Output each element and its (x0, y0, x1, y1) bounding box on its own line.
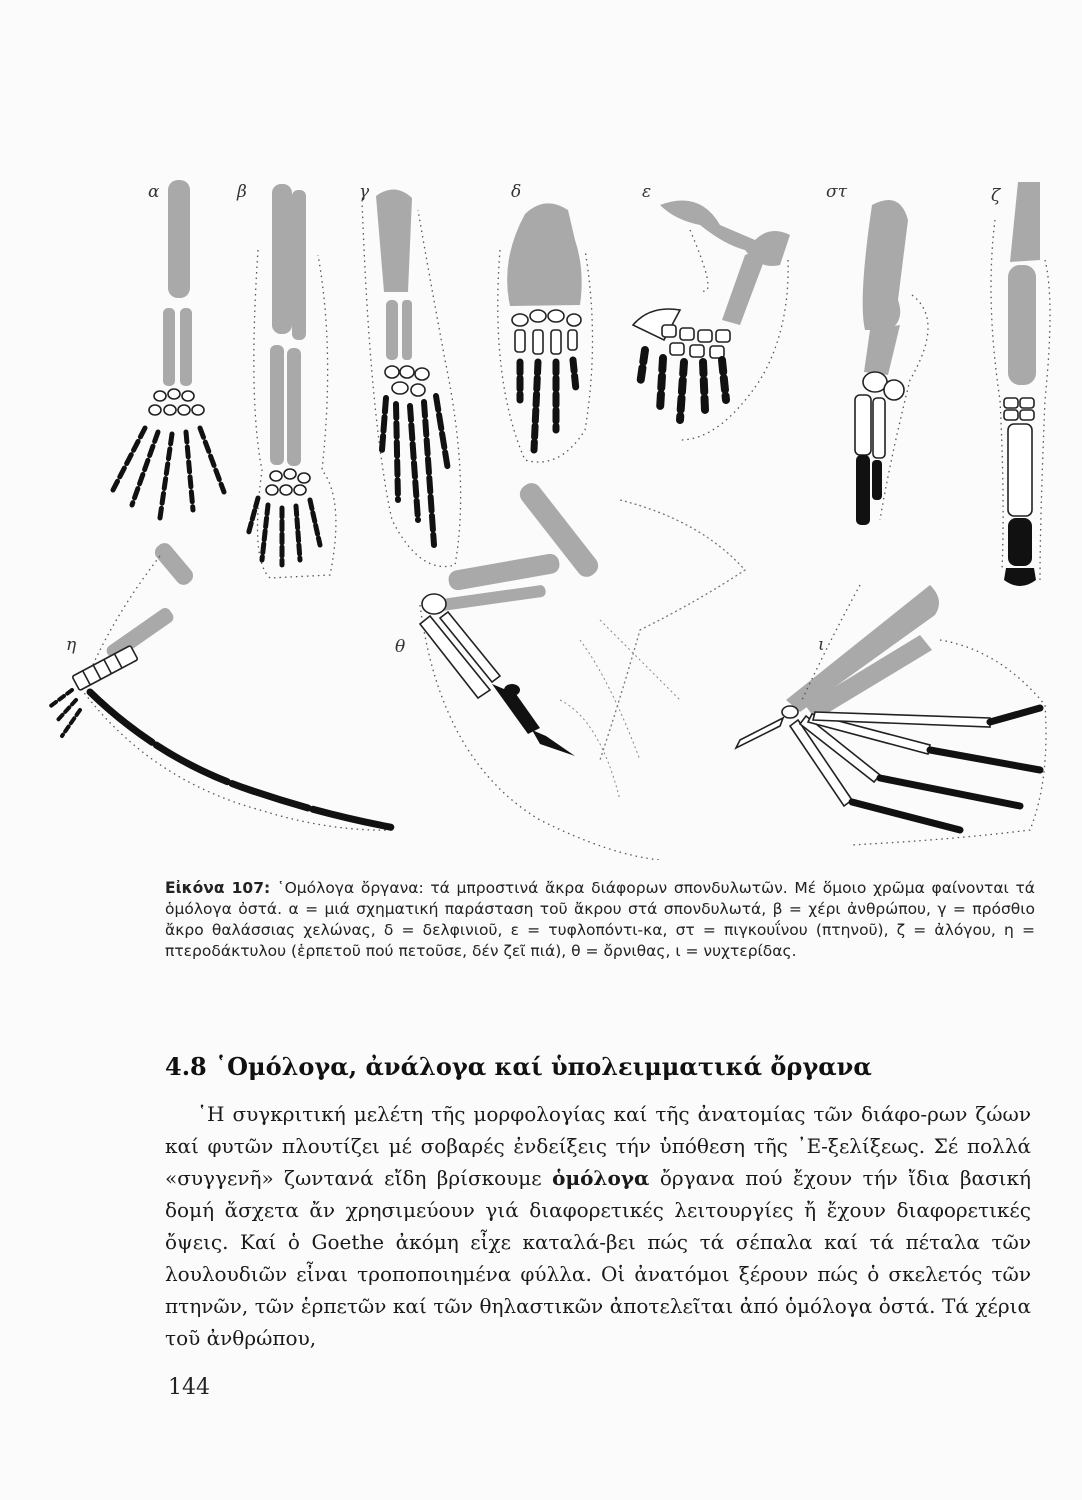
caption-label: Εἰκόνα 107: (165, 879, 271, 897)
limb-gamma-turtle (362, 189, 461, 566)
label-beta: β (237, 182, 247, 202)
label-gamma: γ (359, 182, 370, 202)
label-eta: η (66, 635, 77, 655)
label-epsilon: ε (642, 182, 652, 202)
label-alpha: α (148, 182, 160, 202)
bold-term: ὁμόλογα (552, 1166, 650, 1190)
limb-theta-bird (420, 479, 745, 860)
page-number: 144 (168, 1375, 210, 1400)
limb-alpha-schematic (113, 180, 224, 518)
limb-eta-pterodactyl (48, 540, 395, 830)
limb-epsilon-mole (633, 201, 790, 441)
body-text-part-1: ῾Η συγκριτική μελέτη τῆς μορφολογίας καί τῆς ἀνατομίας τῶν διάφο-ρων ζώων καί φυτῶν πλουτίζει μέ σοβαρές ἐνδείξεις τήν ὑπόθεση τῆς ᾿Ε-ξελίξεως. Σέ πολλά «συγγενῆ» ζωντανά εἴδη βρίσκουμε (165, 1102, 1031, 1190)
label-stigma: στ (826, 182, 848, 202)
limb-zeta-horse (991, 182, 1050, 586)
caption-text: ῾Ομόλογα ὄργανα: τά μπροστινά ἄκρα διάφορων σπονδυλωτῶν. Μέ ὅμοιο χρῶμα φαίνονται τά ὁμόλογα ὀστά. α = μιά σχηματική παράσταση τοῦ ἄκρου στά σπονδυλωτά, β = χέρι ἀνθρώπου, γ = πρόσθιο ἄκρο θαλάσσιας χελώνας, δ = δελφινιοῦ, ε = τυφλοπόντι-κα, στ = πιγκουΐνου (πτηνοῦ), ζ = ἀλόγου, η = πτεροδάκτυλου (ἑρπετοῦ πού πετοῦσε, δέν ζεῖ πιά), θ = ὄρνιθας, ι = νυχτερίδας. (165, 879, 1035, 960)
limb-stigma-penguin (855, 200, 928, 525)
limb-beta-human (248, 184, 336, 578)
limb-delta-dolphin (498, 203, 593, 462)
body-paragraph (165, 1098, 1031, 1354)
label-delta: δ (511, 182, 522, 202)
figure-caption (165, 878, 1035, 962)
body-text-part-2: ὄργανα πού ἔχουν τήν ἴδια βασική δομή ἄσχετα ἄν χρησιμεύουν γιά διαφορετικές λειτουργίες ἤ ἔχουν διαφορετικές ὄψεις. Καί ὁ Goethe ἀκόμη εἶχε καταλά-βει πώς τά σέπαλα καί τά πέταλα τῶν λουλουδιῶν εἶναι τροποποιημένα φύλλα. Οἱ ἀνατόμοι ξέρουν πώς ὁ σκελετός τῶν πτηνῶν, τῶν ἑρπετῶν καί τῶν θηλαστικῶν ἀποτελεῖται ἀπό ὁμόλογα ὀστά. Τά χέρια τοῦ ἀνθρώπου, (165, 1166, 1031, 1350)
label-theta: θ (395, 637, 406, 657)
label-iota: ι (818, 635, 825, 655)
limb-iota-bat (736, 585, 1046, 845)
section-heading: 4.8 ῾Ομόλογα, ἀνάλογα καί ὑπολειμματικά ὄργανα (165, 1052, 872, 1081)
label-zeta: ζ (991, 186, 1001, 206)
